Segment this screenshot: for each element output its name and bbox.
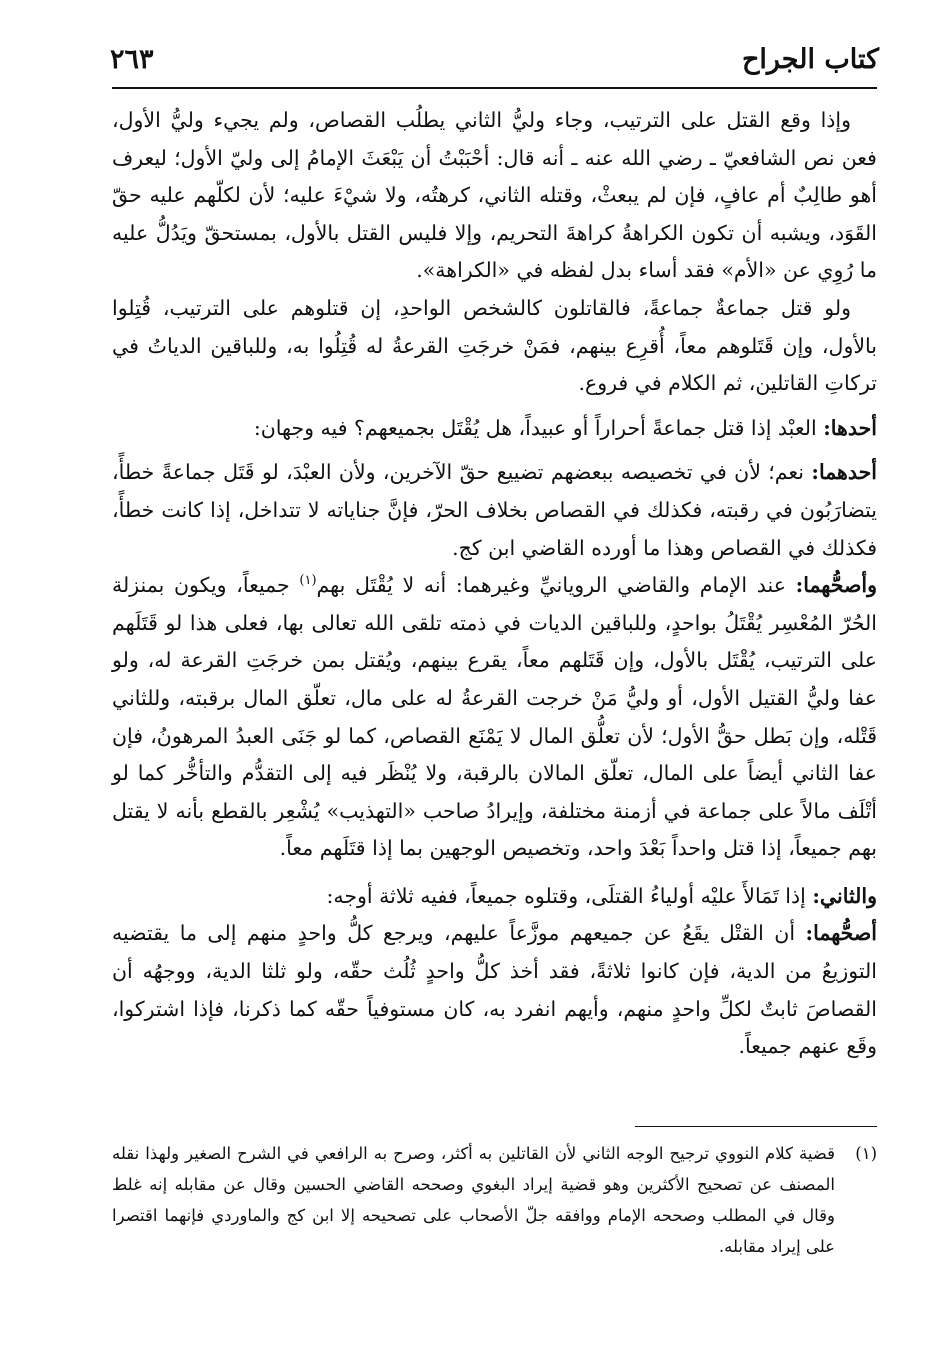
section-label: وأصحُّهما: [795, 573, 877, 598]
paragraph [112, 915, 877, 1065]
footnote-text: قضية كلام النووي ترجيح الوجه الثاني لأن القاتلين به أكثر، وصرح به الرافعي في الشرح الصغير ولهذا نقله المصنف عن تصحيح الأكثرين وهو قضية إيراد البغوي وصححه القاضي الحسين وقال عن مقابله إنه غلط وقال في المطلب وصححه الإمام ووافقه جلّ الأصحاب على تصحيحه إلا ابن كج والماوردي فإنهما اقتصرا على إيراد مقابله. [112, 1144, 836, 1256]
paragraph-text: العبْد إذا قتل جماعةً أحراراً أو عبيداً، هل يُقْتَل بجميعهم؟ فيه وجهان: [253, 415, 817, 440]
section-label: أحدهما: [811, 460, 877, 485]
footnote-reference[interactable]: (١) [299, 573, 317, 589]
paragraph-text: ولو قتل جماعةٌ جماعةً، فالقاتلون كالشخص الواحدِ، إن قتلوهم على الترتيب، قُتِلوا بالأول، وإن قَتَلوهم معاً، أُقرِع بينهم، فمَنْ خرجَتِ القرعةُ له قُتِلُوا به، وللباقين الدياتُ في تركاتِ القاتلين، ثم الكلام في فروع. [112, 295, 877, 396]
section-label: أصحُّهما: [805, 921, 877, 946]
running-header [110, 40, 879, 84]
paragraph-text: نعم؛ لأن في تخصيصه ببعضهم تضييع حقّ الآخرين، ولأن العبْدَ، لو قَتَل جماعةً خطأً، يتضارَبُون في رقبته، فكذلك في القصاص بخلاف الحرّ، فإنَّ جناياته لا تتداخل، إذا كانت خطأً، فكذلك في القصاص وهذا ما أورده القاضي ابن كج. [112, 460, 877, 560]
paragraph [112, 102, 877, 290]
footnote-divider [635, 1126, 877, 1127]
chapter-title: كتاب الجراح [741, 44, 879, 75]
main-text [112, 102, 877, 1066]
paragraph [112, 878, 877, 916]
paragraph [112, 454, 877, 567]
paragraph-text: أن القتْل يقَعُ عن جميعهم موزَّعاً عليهم، ويرجع كلُّ واحدٍ منهم إلى ما يقتضيه التوزيعُ من الدية، فإن كانوا ثلاثةً، فقد أخذ كلُّ واحدٍ ثُلُث حقّه، ولو ثلثا الدية، ووجهُه أن القصاصَ ثابتٌ لكلِّ واحدٍ منهم، وأيهم انفرد به، كان مستوفياً حقّه كما ذكرنا، فإذا اشتركوا، وقَع عنهم جميعاً. [112, 921, 877, 1059]
section-label: والثاني: [812, 883, 877, 908]
paragraph-text: عند الإمام والقاضي الرويانيِّ وغيرهما: أنه لا يُقْتَل بهم [316, 573, 786, 598]
section-label: أحدها: [823, 415, 877, 440]
footnote [112, 1138, 877, 1262]
page-number: ٢٦٣ [110, 44, 154, 75]
paragraph [112, 290, 877, 403]
paragraph [112, 410, 877, 448]
paragraph-text: وإذا وقع القتل على الترتيب، وجاء وليُّ الثاني يطلُب القصاص، ولم يجيء وليُّ الأول، فعن نص الشافعيّ ـ رضي الله عنه ـ أنه قال: أحْبَبْتُ أن يَبْعَثَ الإمامُ إلى وليّ الأول؛ ليعرف أهو طالِبٌ أم عافٍ، فإن لم يبعثْ، وقتله الثاني، كرهتُه، ولا شيْءَ عليه؛ لأن لكلّهم عليه حقّ القَوَد، ويشبه أن تكون الكراهةُ كراهةَ التحريم، وإلا فليس القتل بالأول، بمستحقّ ويَدُلُّ عليه ما رُوِي عن «الأم» فقد أساء بدل لفظه في «الكراهة». [112, 108, 877, 283]
header-divider [112, 87, 877, 89]
paragraph [112, 567, 877, 868]
paragraph-text: جميعاً، ويكون بمنزلة الحُرّ المُعْسِر يُقْتَلُ بواحدٍ، وللباقين الديات في ذمته تلقى الله تعالى بها، فعلى هذا لو قَتَلَهم على الترتيب، يُقْتَل بالأول، وإن قَتَلهم معاً، يقرع بينهم، ويُقتل بمن خرجَتِ القرعة له، ولو عفا وليُّ القتيل الأول، أو وليُّ مَنْ خرجت القرعةُ له على مال، تعلّق المال برقبته، وللثاني قَتْله، وإن بَطل حقُّ الأول؛ لأن تعلُّق المال لا يَمْنَع القصاص، كما لو جَنَى العبدُ المرهونُ، فإن عفا الثاني أيضاً على المال، تعلّق المالان بالرقبة، ولا يُنْظَر فيه إلى التقدُّم والتأخُّر كما لو أتْلَف مالاً على جماعة في أزمنة مختلفة، وإيرادُ صاحب «التهذيب» يُشْعِر بالقطع بأنه لا يقتل بهم جميعاً، إذا قتل واحداً بَعْدَ واحد، وتخصيص الوجهين بما إذا قتَلَهم معاً. [112, 573, 877, 861]
footnote-number: (١) [855, 1144, 877, 1163]
paragraph-text: إذا تَمَالأَ عليْه أولياءُ القتلَى، وقتلوه جميعاً، ففيه ثلاثة أوجه: [326, 883, 806, 908]
